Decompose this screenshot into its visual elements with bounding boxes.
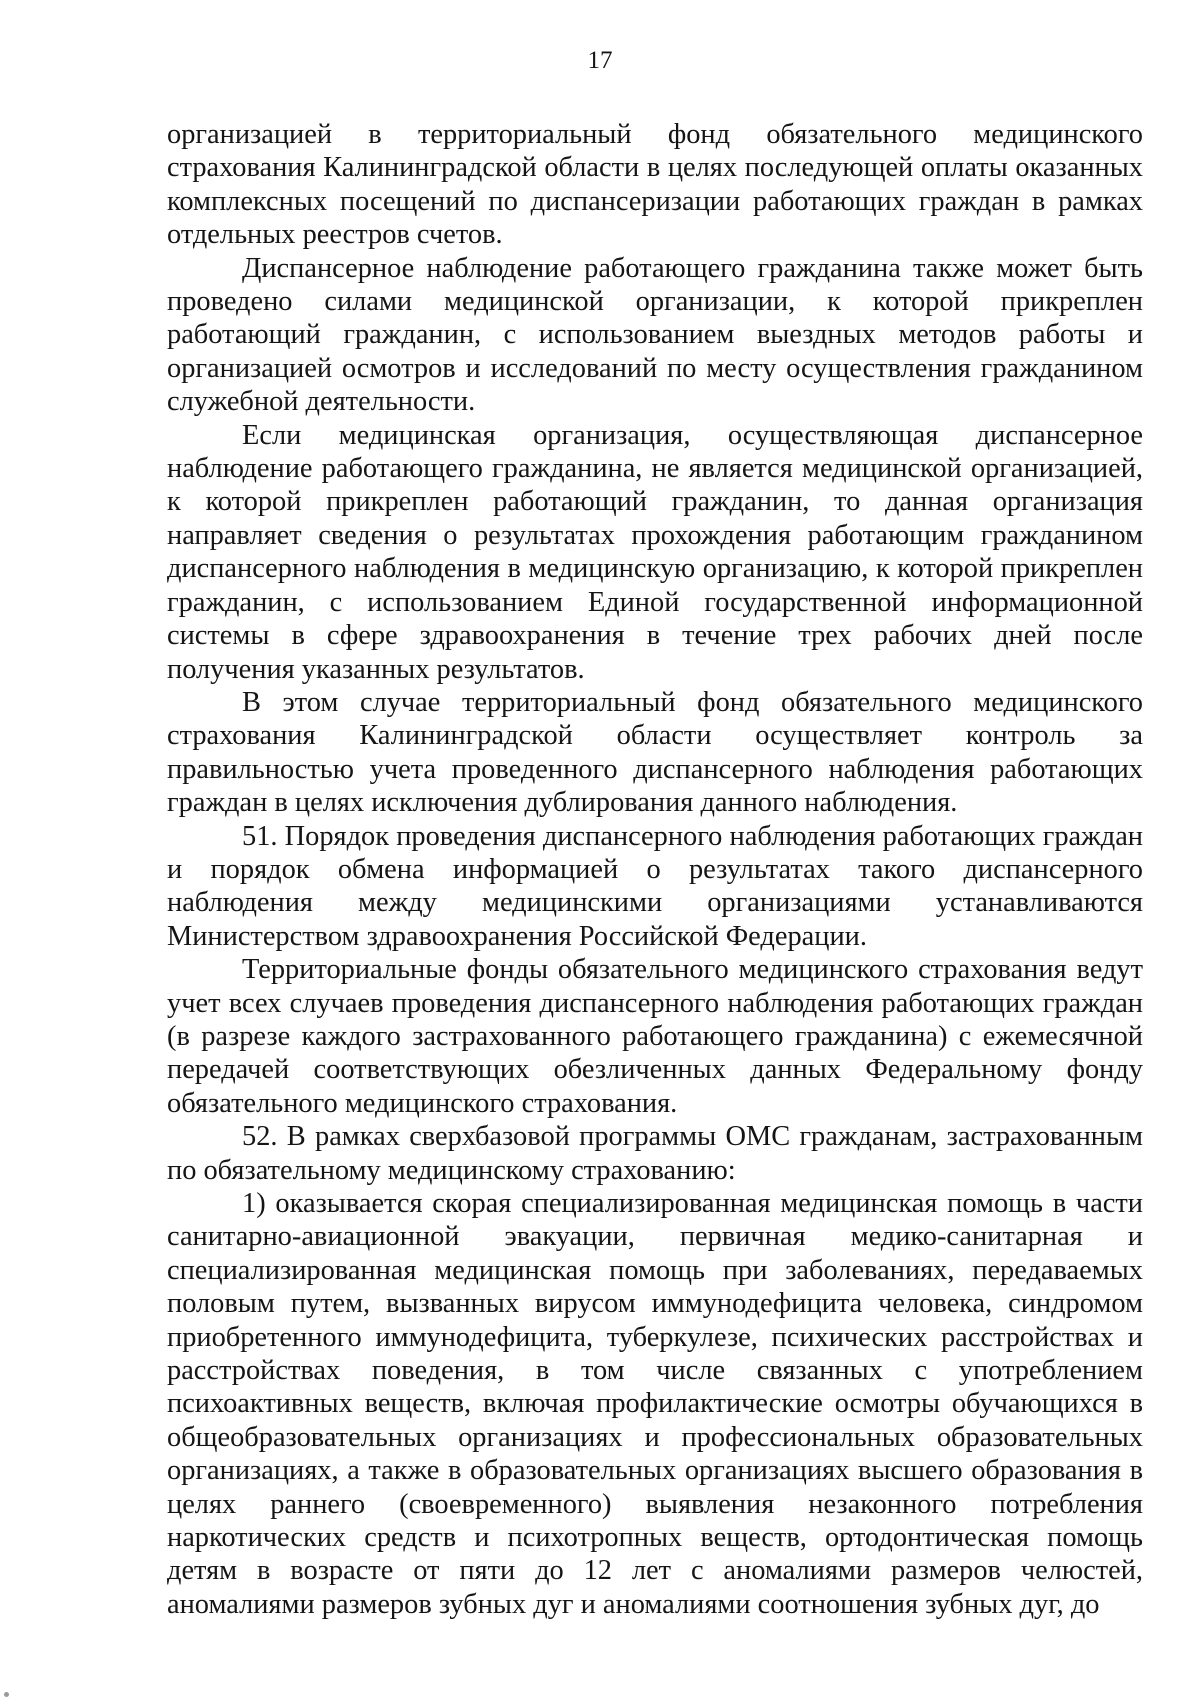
document-body — [167, 118, 1143, 1621]
paragraph-dispensary-observation: Диспансерное наблюдение работающего гражданина также может быть проведено силами медицинской организации, к которой прикреплен работающий гражданин, с использованием выездных методов работы и организацией осмотров и исследований по месту осуществления гражданином служебной деятельности. — [167, 252, 1143, 418]
paragraph-continuation: организацией в территориальный фонд обязательного медицинского страхования Калининградской области в целях последующей оплаты оказанных комплексных посещений по диспансеризации работающих граждан в рамках отдельных реестров счетов. — [167, 119, 1143, 251]
paragraph-subclause-1: 1) оказывается скорая специализированная медицинская помощь в части санитарно-авиационной эвакуации, первичная медико-санитарная и специализированная медицинская помощь при заболеваниях, передаваемых половым путем, вызванных вирусом иммунодефицита человека, синдромом приобретенного иммунодефицита, туберкулезе, психических расстройствах и расстройствах поведения, в том числе связанных с употреблением психоактивных веществ, включая профилактические осмотры обучающихся в общеобразовательных организациях и профессиональных образовательных организациях, а также в образовательных организациях высшего образования в целях раннего (своевременного) выявления незаконного потребления наркотических средств и психотропных веществ, ортодонтическая помощь детям в возрасте от пяти до 12 лет с аномалиями размеров челюстей, аномалиями размеров зубных дуг и аномалиями соотношения зубных дуг, до — [167, 1188, 1143, 1620]
paragraph-clause-51: 51. Порядок проведения диспансерного наблюдения работающих граждан и порядок обмена информацией о результатах такого диспансерного наблюдения между медицинскими организациями устанавливаются Министерством здравоохранения Российской Федерации. — [167, 820, 1143, 952]
paragraph-fund-control: В этом случае территориальный фонд обязательного медицинского страхования Калининградской области осуществляет контроль за правильностью учета проведенного диспансерного наблюдения работающих граждан в целях исключения дублирования данного наблюдения. — [167, 686, 1143, 819]
page-number: 17 — [587, 47, 613, 74]
scan-dot — [4, 1692, 9, 1697]
paragraph-other-organization: Если медицинская организация, осуществляющая диспансерное наблюдение работающего гражданина, не является медицинской организацией, к которой прикреплен работающий гражданин, то данная организация направляет сведения о результатах прохождения работающим гражданином диспансерного наблюдения в медицинскую организацию, к которой прикреплен гражданин, с использованием Единой государственной информационной системы в сфере здравоохранения в течение трех рабочих дней после получения указанных результатов. — [167, 419, 1143, 685]
paragraph-clause-52: 52. В рамках сверхбазовой программы ОМС гражданам, застрахованным по обязательному медицинскому страхованию: — [167, 1121, 1143, 1186]
paragraph-territorial-funds: Территориальные фонды обязательного медицинского страхования ведут учет всех случаев проведения диспансерного наблюдения работающих граждан (в разрезе каждого застрахованного работающего гражданина) с ежемесячной передачей соответствующих обезличенных данных Федеральному фонду обязательного медицинского страхования. — [167, 954, 1143, 1119]
